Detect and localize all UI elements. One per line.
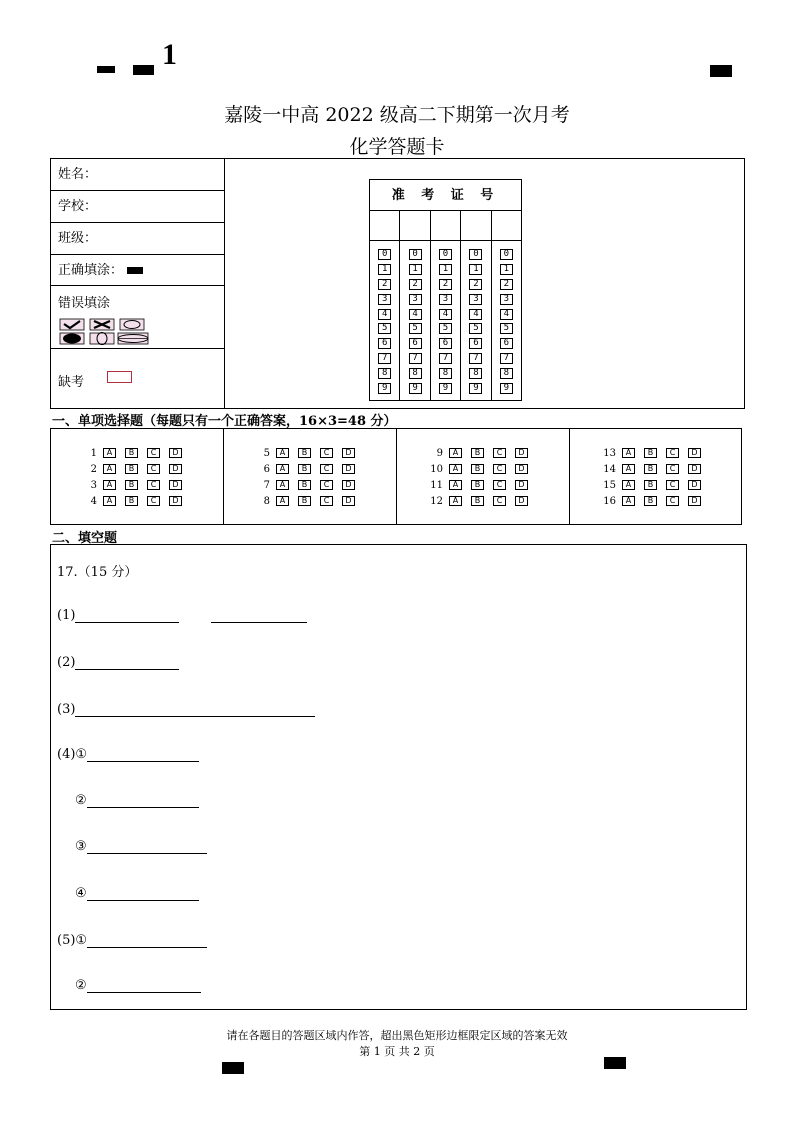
option-bubble[interactable]: D xyxy=(688,464,701,474)
digit-bubble[interactable]: 5 xyxy=(500,323,513,334)
digit-bubble[interactable]: 7 xyxy=(469,353,482,364)
option-bubble[interactable]: C xyxy=(147,464,160,474)
mc-question-row xyxy=(423,446,537,460)
admission-digit-column xyxy=(370,211,400,400)
option-bubble[interactable]: A xyxy=(449,448,462,458)
digit-bubble[interactable]: 1 xyxy=(409,264,422,275)
digit-bubble[interactable]: 1 xyxy=(439,264,452,275)
mc-question-row xyxy=(423,462,537,476)
digit-bubble[interactable]: 1 xyxy=(378,264,391,275)
option-bubble[interactable]: D xyxy=(688,480,701,490)
option-bubble[interactable]: A xyxy=(103,448,116,458)
section1-title: 一、单项选择题（每题只有一个正确答案，16×3=48 分） xyxy=(52,414,397,429)
option-bubble[interactable]: C xyxy=(493,448,506,458)
footer-notice: 请在各题目的答题区域内作答，超出黑色矩形边框限定区域的答案无效 xyxy=(226,1029,568,1042)
digit-bubble[interactable]: 9 xyxy=(378,383,391,394)
option-bubble[interactable]: B xyxy=(471,480,484,490)
option-bubble[interactable]: C xyxy=(147,480,160,490)
absent-checkbox[interactable] xyxy=(107,371,132,383)
digit-bubble[interactable]: 6 xyxy=(500,338,513,349)
mc-question-row xyxy=(77,446,191,460)
mc-group xyxy=(570,429,741,525)
mc-question-row xyxy=(250,478,364,492)
option-bubble[interactable]: C xyxy=(320,448,333,458)
mc-question-number: 4 xyxy=(90,495,97,507)
digit-bubble[interactable]: 0 xyxy=(500,249,513,260)
class-field[interactable] xyxy=(51,223,224,255)
mc-question-number: 15 xyxy=(603,479,616,491)
digit-bubble[interactable]: 3 xyxy=(439,294,452,305)
digit-bubble[interactable]: 6 xyxy=(469,338,482,349)
answer-line-4-2[interactable] xyxy=(75,793,199,808)
mc-question-row xyxy=(596,478,710,492)
digit-bubble[interactable]: 9 xyxy=(439,383,452,394)
option-bubble[interactable]: D xyxy=(342,480,355,490)
digit-bubble[interactable]: 7 xyxy=(378,353,391,364)
option-bubble[interactable]: B xyxy=(471,464,484,474)
mc-question-row xyxy=(596,446,710,460)
digit-bubble[interactable]: 0 xyxy=(439,249,452,260)
option-bubble[interactable]: D xyxy=(169,448,182,458)
admission-digit-write-box[interactable] xyxy=(461,211,490,241)
digit-bubble[interactable]: 5 xyxy=(469,323,482,334)
digit-bubble[interactable]: 0 xyxy=(409,249,422,260)
option-bubble[interactable]: A xyxy=(276,464,289,474)
mc-question-row xyxy=(596,462,710,476)
option-bubble[interactable]: D xyxy=(342,448,355,458)
alignment-mark xyxy=(710,65,732,77)
mc-question-row xyxy=(77,462,191,476)
part-label: ② xyxy=(75,793,87,808)
option-bubble[interactable]: B xyxy=(298,464,311,474)
digit-bubble[interactable]: 5 xyxy=(378,323,391,334)
option-bubble[interactable]: C xyxy=(666,496,679,506)
mc-question-number: 10 xyxy=(430,463,443,475)
option-bubble[interactable]: A xyxy=(276,448,289,458)
absent-row xyxy=(51,349,224,408)
answer-line-2[interactable] xyxy=(57,655,179,670)
option-bubble[interactable]: C xyxy=(666,464,679,474)
option-bubble[interactable]: D xyxy=(515,464,528,474)
mc-question-row xyxy=(596,494,710,508)
part-label: ③ xyxy=(75,839,87,854)
option-bubble[interactable]: D xyxy=(169,464,182,474)
option-bubble[interactable]: C xyxy=(493,480,506,490)
admission-digit-write-box[interactable] xyxy=(492,211,521,241)
option-bubble[interactable]: B xyxy=(644,448,657,458)
digit-bubble[interactable]: 9 xyxy=(409,383,422,394)
mc-question-number: 7 xyxy=(263,479,270,491)
option-bubble[interactable]: C xyxy=(493,464,506,474)
answer-line-4-1[interactable] xyxy=(57,747,199,762)
part-label: ④ xyxy=(75,886,87,901)
filled-bubble-icon xyxy=(127,267,143,274)
option-bubble[interactable]: B xyxy=(298,480,311,490)
mc-question-number: 13 xyxy=(603,447,616,459)
digit-bubble[interactable]: 5 xyxy=(439,323,452,334)
mc-question-row xyxy=(77,478,191,492)
digit-bubble[interactable]: 4 xyxy=(409,309,422,320)
option-bubble[interactable]: D xyxy=(515,480,528,490)
option-bubble[interactable]: D xyxy=(688,448,701,458)
answer-line-1[interactable] xyxy=(57,608,307,623)
page-number: 1 xyxy=(162,38,177,71)
mc-question-number: 3 xyxy=(90,479,97,491)
digit-bubble[interactable]: 3 xyxy=(378,294,391,305)
digit-bubble[interactable]: 3 xyxy=(409,294,422,305)
digit-bubble[interactable]: 6 xyxy=(409,338,422,349)
page-subtitle: 化学答题卡 xyxy=(349,136,445,158)
admission-digit-write-box[interactable] xyxy=(431,211,460,241)
option-bubble[interactable]: A xyxy=(103,480,116,490)
option-bubble[interactable]: D xyxy=(342,496,355,506)
digit-bubble[interactable]: 4 xyxy=(378,309,391,320)
answer-line-4-3[interactable] xyxy=(75,839,207,854)
mc-question-number: 2 xyxy=(90,463,97,475)
digit-bubble[interactable]: 9 xyxy=(469,383,482,394)
mc-question-number: 14 xyxy=(603,463,616,475)
alignment-mark xyxy=(133,65,154,75)
admission-number-grid xyxy=(369,179,522,401)
option-bubble[interactable]: B xyxy=(644,496,657,506)
option-bubble[interactable]: C xyxy=(666,480,679,490)
mc-question-number: 1 xyxy=(90,447,97,459)
class-label: 班级： xyxy=(58,231,98,246)
digit-bubble[interactable]: 4 xyxy=(500,309,513,320)
admission-digit-column xyxy=(461,211,491,400)
digit-bubble[interactable]: 8 xyxy=(500,368,513,379)
digit-bubble[interactable]: 8 xyxy=(439,368,452,379)
digit-bubble[interactable]: 7 xyxy=(500,353,513,364)
mc-group xyxy=(397,429,570,525)
part-label: ② xyxy=(75,978,87,993)
wrong-fill-examples-icon xyxy=(59,318,149,346)
admission-digit-write-box[interactable] xyxy=(400,211,429,241)
part-label: (2) xyxy=(57,655,76,670)
mc-question-number: 5 xyxy=(263,447,270,459)
mc-question-row xyxy=(250,462,364,476)
page-title: 嘉陵一中高 2022 级高二下期第一次月考 xyxy=(224,104,570,126)
answer-line-3[interactable] xyxy=(57,702,315,717)
option-bubble[interactable]: B xyxy=(471,448,484,458)
fill-in-panel xyxy=(50,544,747,1010)
digit-bubble[interactable]: 2 xyxy=(469,279,482,290)
option-bubble[interactable]: C xyxy=(320,480,333,490)
multiple-choice-panel xyxy=(50,428,742,525)
option-bubble[interactable]: C xyxy=(493,496,506,506)
name-label: 姓名： xyxy=(58,167,98,182)
option-bubble[interactable]: D xyxy=(515,448,528,458)
option-bubble[interactable]: A xyxy=(103,496,116,506)
question-17-title: 17.（15 分） xyxy=(57,565,138,580)
wrong-fill-label: 错误填涂 xyxy=(58,296,111,311)
digit-bubble[interactable]: 7 xyxy=(439,353,452,364)
digit-bubble[interactable]: 8 xyxy=(378,368,391,379)
option-bubble[interactable]: A xyxy=(103,464,116,474)
option-bubble[interactable]: A xyxy=(622,464,635,474)
option-bubble[interactable]: B xyxy=(125,480,138,490)
digit-bubble[interactable]: 9 xyxy=(500,383,513,394)
option-bubble[interactable]: A xyxy=(449,496,462,506)
option-bubble[interactable]: D xyxy=(169,496,182,506)
correct-fill-row xyxy=(51,255,224,286)
digit-bubble[interactable]: 8 xyxy=(409,368,422,379)
answer-line-5-2[interactable] xyxy=(75,978,201,993)
digit-bubble[interactable]: 2 xyxy=(409,279,422,290)
footer-page: 第 1 页 共 2 页 xyxy=(359,1045,435,1058)
mc-question-row xyxy=(77,494,191,508)
option-bubble[interactable]: D xyxy=(342,464,355,474)
digit-bubble[interactable]: 3 xyxy=(469,294,482,305)
mc-question-row xyxy=(250,494,364,508)
school-field[interactable] xyxy=(51,191,224,223)
digit-bubble[interactable]: 5 xyxy=(409,323,422,334)
option-bubble[interactable]: C xyxy=(147,496,160,506)
digit-bubble[interactable]: 7 xyxy=(409,353,422,364)
option-bubble[interactable]: B xyxy=(125,496,138,506)
school-label: 学校： xyxy=(58,199,98,214)
mc-question-row xyxy=(423,478,537,492)
mc-question-row xyxy=(423,494,537,508)
digit-bubble[interactable]: 1 xyxy=(469,264,482,275)
option-bubble[interactable]: B xyxy=(125,464,138,474)
absent-label: 缺考 xyxy=(58,375,85,390)
mc-group xyxy=(51,429,224,525)
digit-bubble[interactable]: 4 xyxy=(439,309,452,320)
digit-bubble[interactable]: 3 xyxy=(500,294,513,305)
part-label: (4)① xyxy=(57,747,88,762)
digit-bubble[interactable]: 0 xyxy=(469,249,482,260)
admission-digit-column xyxy=(492,211,521,400)
option-bubble[interactable]: B xyxy=(125,448,138,458)
option-bubble[interactable]: B xyxy=(644,480,657,490)
digit-bubble[interactable]: 1 xyxy=(500,264,513,275)
mc-question-row xyxy=(250,446,364,460)
mc-question-number: 6 xyxy=(263,463,270,475)
wrong-fill-row xyxy=(51,286,224,349)
mc-question-number: 9 xyxy=(436,447,443,459)
admission-number-title: 准 考 证 号 xyxy=(370,180,521,211)
mc-question-number: 16 xyxy=(603,495,616,507)
digit-bubble[interactable]: 8 xyxy=(469,368,482,379)
option-bubble[interactable]: B xyxy=(298,448,311,458)
digit-bubble[interactable]: 2 xyxy=(439,279,452,290)
mc-question-number: 11 xyxy=(430,479,443,491)
option-bubble[interactable]: A xyxy=(276,496,289,506)
digit-bubble[interactable]: 0 xyxy=(378,249,391,260)
option-bubble[interactable]: C xyxy=(666,448,679,458)
admission-digit-column xyxy=(400,211,430,400)
option-bubble[interactable]: B xyxy=(298,496,311,506)
digit-bubble[interactable]: 6 xyxy=(378,338,391,349)
admission-digit-column xyxy=(431,211,461,400)
option-bubble[interactable]: A xyxy=(622,496,635,506)
correct-fill-label: 正确填涂： xyxy=(58,263,124,278)
option-bubble[interactable]: C xyxy=(320,496,333,506)
option-bubble[interactable]: A xyxy=(449,480,462,490)
option-bubble[interactable]: D xyxy=(688,496,701,506)
name-field[interactable] xyxy=(51,159,224,191)
mc-group xyxy=(224,429,397,525)
digit-bubble[interactable]: 6 xyxy=(439,338,452,349)
mc-question-number: 12 xyxy=(430,495,443,507)
part-label: (5)① xyxy=(57,933,88,948)
answer-line-5-1[interactable] xyxy=(57,933,207,948)
answer-line-4-4[interactable] xyxy=(75,886,199,901)
option-bubble[interactable]: B xyxy=(471,496,484,506)
alignment-mark xyxy=(97,66,115,73)
part-label: (1) xyxy=(57,608,76,623)
option-bubble[interactable]: D xyxy=(169,480,182,490)
option-bubble[interactable]: A xyxy=(449,464,462,474)
option-bubble[interactable]: A xyxy=(276,480,289,490)
option-bubble[interactable]: A xyxy=(622,480,635,490)
option-bubble[interactable]: D xyxy=(515,496,528,506)
section2-title: 二、填空题 xyxy=(52,531,118,546)
digit-bubble[interactable]: 2 xyxy=(500,279,513,290)
option-bubble[interactable]: A xyxy=(622,448,635,458)
option-bubble[interactable]: C xyxy=(320,464,333,474)
alignment-mark xyxy=(222,1062,244,1074)
part-label: (3) xyxy=(57,702,76,717)
admission-digit-write-box[interactable] xyxy=(370,211,399,241)
mc-question-number: 8 xyxy=(263,495,270,507)
option-bubble[interactable]: C xyxy=(147,448,160,458)
option-bubble[interactable]: B xyxy=(644,464,657,474)
digit-bubble[interactable]: 2 xyxy=(378,279,391,290)
digit-bubble[interactable]: 4 xyxy=(469,309,482,320)
